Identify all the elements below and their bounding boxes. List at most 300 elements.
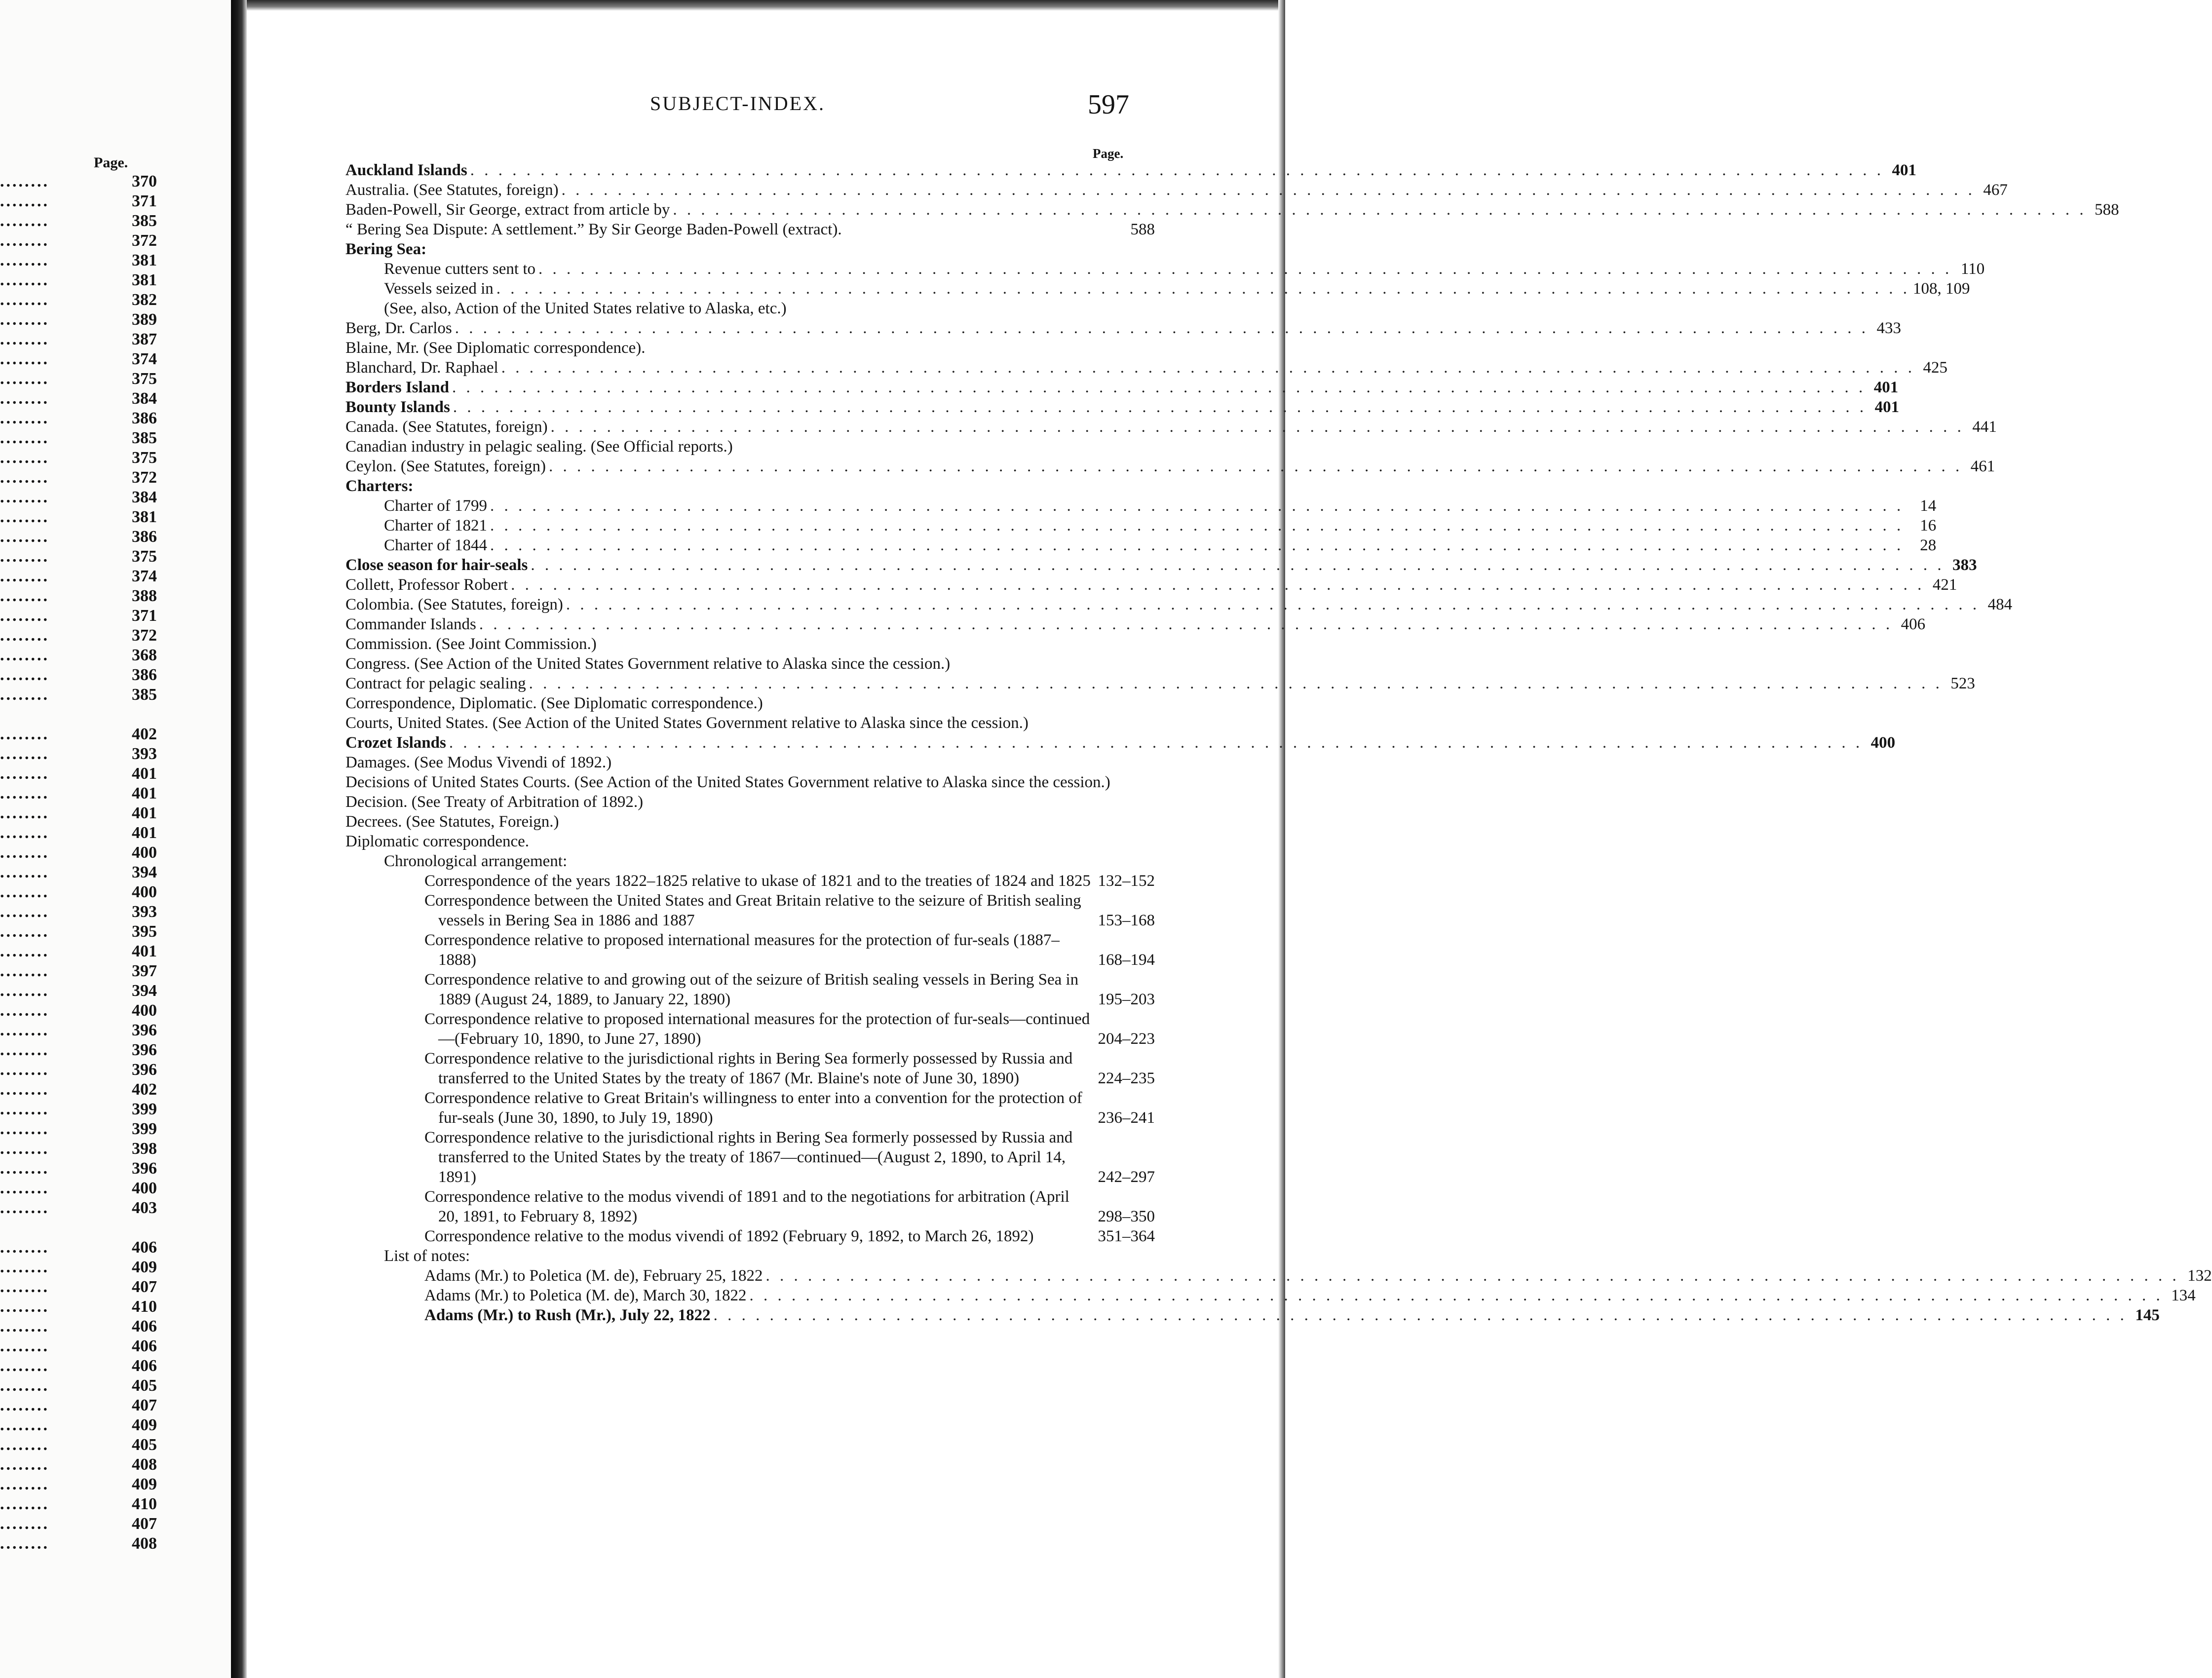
entry-text: Congress. (See Action of the United States Government relative to Alaska since the cession.) — [345, 655, 951, 673]
leader-dots: ........ — [0, 468, 49, 487]
left-page-ref: 387 — [132, 330, 157, 348]
running-head: SUBJECT-INDEX. — [650, 92, 825, 114]
leader-dots: ........ — [0, 547, 49, 566]
entry-page-ref: 400 — [1870, 734, 1896, 752]
leader-dots: . . . . . . . . . . . . . . . . . . . . . . . . . . . . . . . . . . . . . . . . . . . . . . . . . . . . . . . . . . . . . . . . . . . . . . . . . . . . . . . . . . . . . . . . . . . . . . . . . . . . . — [490, 517, 1904, 534]
leader-dots: ........ — [0, 1475, 49, 1493]
left-index-row — [0, 310, 168, 330]
leader-dots: . . . . . . . . . . . . . . . . . . . . . . . . . . . . . . . . . . . . . . . . . . . . . . . . . . . . . . . . . . . . . . . . . . . . . . . . . . . . . . . . . . . . . . . . . . . . . . . . . . . . . — [765, 1267, 2179, 1285]
entry-page-ref: 153–168 — [1098, 912, 1155, 929]
leader-dots: ........ — [0, 1337, 49, 1355]
left-page-ref: 393 — [132, 903, 157, 921]
index-entry — [345, 1187, 1155, 1226]
index-entry — [345, 772, 1155, 792]
entry-page-ref: 204–223 — [1098, 1030, 1155, 1048]
index-entry — [345, 792, 1155, 812]
index-entry — [345, 812, 1155, 832]
left-page-ref: 386 — [132, 666, 157, 684]
left-page-ref: 371 — [132, 607, 157, 625]
left-index-row — [0, 1514, 168, 1534]
left-page-ref: 375 — [132, 370, 157, 388]
book-gutter — [231, 0, 247, 1678]
index-entry — [345, 654, 1155, 674]
left-page-ref: 382 — [132, 291, 157, 309]
leader-dots: ........ — [0, 1396, 49, 1414]
leader-dots: ........ — [0, 271, 49, 289]
entry-page-ref: 421 — [1932, 576, 1957, 594]
left-page-ref: 409 — [132, 1416, 157, 1434]
left-page-ref: 394 — [132, 982, 157, 1000]
entry-text: Baden-Powell, Sir George, extract from article by — [345, 201, 670, 219]
leader-dots: ........ — [0, 666, 49, 684]
entry-text: Correspondence relative to and growing out of the seizure of British sealing vessels in Bering Sea in 1889 (August 24, 1889, to January 22, 1890) — [424, 971, 1079, 1008]
entry-text: Correspondence relative to the modus vivendi of 1891 and to the negotiations for arbitration (April 20, 1891, to February 8, 1892) — [424, 1188, 1069, 1225]
left-page-ref: 409 — [132, 1258, 157, 1276]
leader-dots: ........ — [0, 824, 49, 842]
left-page-ref: 400 — [132, 843, 157, 862]
leader-dots: . . . . . . . . . . . . . . . . . . . . . . . . . . . . . . . . . . . . . . . . . . . . . . . . . . . . . . . . . . . . . . . . . . . . . . . . . . . . . . . . . . . . . . . . . . . . . . . . . . . . . — [490, 497, 1904, 515]
page-top-edge — [247, 0, 1285, 11]
left-index-row — [0, 448, 168, 468]
left-index-row — [0, 1376, 168, 1396]
left-page-ref: 396 — [132, 1021, 157, 1039]
entry-text: Close season for hair-seals — [345, 556, 528, 574]
entry-page-ref: 145 — [2135, 1306, 2160, 1324]
leader-dots: . . . . . . . . . . . . . . . . . . . . . . . . . . . . . . . . . . . . . . . . . . . . . . . . . . . . . . . . . . . . . . . . . . . . . . . . . . . . . . . . . . . . . . . . . . . . . . . . . . . . . — [531, 556, 1945, 574]
left-index-row — [0, 211, 168, 231]
index-entry — [345, 634, 1155, 654]
entry-text: Correspondence of the years 1822–1825 relative to ukase of 1821 and to the treaties of 1824 and 1825 — [424, 872, 1091, 890]
leader-dots: ........ — [0, 1199, 49, 1217]
index-entry — [345, 496, 1937, 516]
page-column-heading: Page. — [1093, 146, 1124, 161]
leader-dots: . . . . . . . . . . . . . . . . . . . . . . . . . . . . . . . . . . . . . . . . . . . . . . . . . . . . . . . . . . . . . . . . . . . . . . . . . . . . . . . . . . . . . . . . . . . . . . . . . . . . . — [479, 615, 1893, 633]
left-index-row — [0, 1080, 168, 1100]
left-index-row — [0, 1001, 168, 1021]
entry-page-ref: 467 — [1983, 181, 2008, 199]
leader-dots: . . . . . . . . . . . . . . . . . . . . . . . . . . . . . . . . . . . . . . . . . . . . . . . . . . . . . . . . . . . . . . . . . . . . . . . . . . . . . . . . . . . . . . . . . . . . . . . . . . . . . — [550, 418, 1964, 436]
leader-dots: ........ — [0, 725, 49, 743]
left-index-row — [0, 764, 168, 784]
left-page-ref: 397 — [132, 962, 157, 980]
index-entry — [345, 733, 1896, 753]
leader-dots: ........ — [0, 843, 49, 862]
left-index-row — [0, 1119, 168, 1139]
left-page-ref: 384 — [132, 488, 157, 506]
entry-page-ref: 132–152 — [1098, 872, 1155, 890]
index-entry — [345, 575, 1957, 595]
entry-page-ref: 401 — [1874, 398, 1900, 416]
entry-page-ref: 134 — [2171, 1287, 2196, 1304]
leader-dots: . . . . . . . . . . . . . . . . . . . . . . . . . . . . . . . . . . . . . . . . . . . . . . . . . . . . . . . . . . . . . . . . . . . . . . . . . . . . . . . . . . . . . . . . . . . . . . . . . . . . . — [673, 201, 2087, 219]
left-index-row — [0, 843, 168, 863]
index-entry — [345, 595, 2013, 614]
left-page-ref: 407 — [132, 1515, 157, 1533]
right-page — [247, 0, 2212, 1678]
index-entry — [345, 832, 1155, 851]
left-index-row — [0, 389, 168, 409]
leader-dots: ........ — [0, 310, 49, 329]
entry-page-ref: 351–364 — [1098, 1227, 1155, 1245]
entry-page-ref: 588 — [1130, 221, 1155, 238]
leader-dots: ........ — [0, 646, 49, 664]
entry-text: Adams (Mr.) to Poletica (M. de), February 25, 1822 — [424, 1267, 763, 1285]
left-page-ref: 384 — [132, 389, 157, 408]
entry-text: Contract for pelagic sealing — [345, 675, 526, 692]
entry-text: Borders Island — [345, 379, 449, 396]
entry-text: Vessels seized in — [384, 280, 494, 298]
left-page-ref: 408 — [132, 1534, 157, 1553]
index-entry — [345, 358, 1947, 378]
left-index-row — [0, 725, 168, 744]
index-entry — [345, 318, 1901, 338]
index-entry — [345, 259, 1985, 279]
leader-dots: ........ — [0, 1436, 49, 1454]
leader-dots: ........ — [0, 488, 49, 506]
index-entry — [345, 516, 1937, 535]
left-page-ref: 389 — [132, 310, 157, 329]
left-index-row — [0, 1475, 168, 1494]
entry-text: Auckland Islands — [345, 161, 467, 179]
left-index-row — [0, 744, 168, 764]
entry-page-ref: 236–241 — [1098, 1109, 1155, 1127]
left-index-row — [0, 685, 168, 705]
left-index-row — [0, 349, 168, 369]
entry-text: Collett, Professor Robert — [345, 576, 508, 594]
index-entry — [345, 930, 1155, 970]
leader-dots: ........ — [0, 1297, 49, 1316]
left-index-row — [0, 527, 168, 547]
left-page-ref: 388 — [132, 587, 157, 605]
leader-dots: ........ — [0, 1061, 49, 1079]
leader-dots: ........ — [0, 1258, 49, 1276]
entry-page-ref: 588 — [2095, 201, 2119, 219]
entry-text: Crozet Islands — [345, 734, 446, 752]
leader-dots: . . . . . . . . . . . . . . . . . . . . . . . . . . . . . . . . . . . . . . . . . . . . . . . . . . . . . . . . . . . . . . . . . . . . . . . . . . . . . . . . . . . . . . . . . . . . . . . . . . . . . — [566, 596, 1980, 613]
left-page-ref: 401 — [132, 784, 157, 802]
left-page-ref: 406 — [132, 1357, 157, 1375]
left-page-ref: 372 — [132, 626, 157, 645]
left-page-ref: 381 — [132, 251, 157, 269]
leader-dots: ........ — [0, 389, 49, 408]
left-page-ref: 394 — [132, 863, 157, 881]
entry-text: Charter of 1821 — [384, 517, 487, 534]
leader-dots: ........ — [0, 1001, 49, 1020]
entry-text: Correspondence relative to proposed international measures for the protection of fur-seals (1887–1888) — [424, 931, 1060, 969]
index-entry — [345, 970, 1155, 1009]
left-page-ref: 400 — [132, 1179, 157, 1197]
leader-dots: ........ — [0, 1080, 49, 1099]
left-page-ref: 375 — [132, 449, 157, 467]
leader-dots: . . . . . . . . . . . . . . . . . . . . . . . . . . . . . . . . . . . . . . . . . . . . . . . . . . . . . . . . . . . . . . . . . . . . . . . . . . . . . . . . . . . . . . . . . . . . . . . . . . . . . — [511, 576, 1925, 594]
left-index-row — [0, 1317, 168, 1336]
entry-text: Canada. (See Statutes, foreign) — [345, 418, 548, 436]
index-entry — [345, 220, 1155, 239]
entry-text: Revenue cutters sent to — [384, 260, 535, 278]
index-entry — [345, 1128, 1155, 1187]
leader-dots: . . . . . . . . . . . . . . . . . . . . . . . . . . . . . . . . . . . . . . . . . . . . . . . . . . . . . . . . . . . . . . . . . . . . . . . . . . . . . . . . . . . . . . . . . . . . . . . . . . . . . — [496, 280, 1910, 298]
left-index-row — [0, 1040, 168, 1060]
leader-dots: ........ — [0, 745, 49, 763]
leader-dots: ........ — [0, 449, 49, 467]
left-page-ref: 407 — [132, 1396, 157, 1414]
left-page-ref: 406 — [132, 1337, 157, 1355]
left-index-row — [0, 290, 168, 310]
index-entry — [345, 1088, 1155, 1128]
entry-text: Berg, Dr. Carlos — [345, 319, 452, 337]
leader-dots: ........ — [0, 1238, 49, 1257]
leader-dots: ........ — [0, 863, 49, 881]
left-page-ref: 374 — [132, 567, 157, 585]
leader-dots: ........ — [0, 1455, 49, 1474]
entry-text: Blaine, Mr. (See Diplomatic correspondence). — [345, 339, 646, 357]
leader-dots: ........ — [0, 942, 49, 960]
left-index-row — [0, 586, 168, 606]
left-page-ref: 406 — [132, 1317, 157, 1335]
index-entry — [345, 535, 1937, 555]
left-index-row — [0, 922, 168, 942]
leader-dots: . . . . . . . . . . . . . . . . . . . . . . . . . . . . . . . . . . . . . . . . . . . . . . . . . . . . . . . . . . . . . . . . . . . . . . . . . . . . . . . . . . . . . . . . . . . . . . . . . . . . . — [561, 181, 1975, 199]
left-page-ref: 400 — [132, 883, 157, 901]
entry-text: Correspondence, Diplomatic. (See Diplomatic correspondence.) — [345, 694, 763, 712]
left-index-row — [0, 231, 168, 251]
left-page-ref: 372 — [132, 231, 157, 250]
index-entry — [345, 891, 1155, 930]
left-page-column-heading: Page. — [94, 154, 128, 171]
leader-dots: ........ — [0, 804, 49, 822]
left-index-row — [0, 1455, 168, 1475]
left-page-ref: 409 — [132, 1475, 157, 1493]
leader-dots: ........ — [0, 1376, 49, 1395]
entry-text: Chronological arrangement: — [384, 852, 568, 870]
entry-text: List of notes: — [384, 1247, 470, 1265]
left-page-ref: 385 — [132, 686, 157, 704]
left-page-ref: 374 — [132, 350, 157, 368]
left-index-row — [0, 646, 168, 665]
left-index-row — [0, 369, 168, 389]
leader-dots: ........ — [0, 982, 49, 1000]
leader-dots: . . . . . . . . . . . . . . . . . . . . . . . . . . . . . . . . . . . . . . . . . . . . . . . . . . . . . . . . . . . . . . . . . . . . . . . . . . . . . . . . . . . . . . . . . . . . . . . . . . . . . — [490, 536, 1904, 554]
leader-dots: ........ — [0, 172, 49, 191]
left-index-row — [0, 1297, 168, 1317]
entry-text: Correspondence relative to the modus vivendi of 1892 (February 9, 1892, to March 26, 1892) — [424, 1227, 1034, 1245]
leader-dots: ........ — [0, 1534, 49, 1553]
leader-dots: ........ — [0, 370, 49, 388]
left-index-row — [0, 823, 168, 843]
left-index-row — [0, 468, 168, 488]
leader-dots: ........ — [0, 1120, 49, 1138]
left-page-ref: 402 — [132, 1080, 157, 1099]
leader-dots: ........ — [0, 350, 49, 368]
left-page-ref: 396 — [132, 1159, 157, 1178]
left-index-row — [0, 606, 168, 626]
entry-page-ref: 224–235 — [1098, 1069, 1155, 1087]
leader-dots: ........ — [0, 1495, 49, 1513]
entry-text: Correspondence relative to the jurisdictional rights in Bering Sea formerly possessed by Russia and transferred to the United States by the treaty of 1867 (Mr. Blaine's note of June 30, 1890) — [424, 1050, 1073, 1087]
entry-page-ref: 441 — [1972, 418, 1997, 436]
left-page-ref: 401 — [132, 942, 157, 960]
left-page-ref: 401 — [132, 824, 157, 842]
leader-dots: ........ — [0, 607, 49, 625]
left-page-ref: 398 — [132, 1140, 157, 1158]
leader-dots: . . . . . . . . . . . . . . . . . . . . . . . . . . . . . . . . . . . . . . . . . . . . . . . . . . . . . . . . . . . . . . . . . . . . . . . . . . . . . . . . . . . . . . . . . . . . . . . . . . . . . — [449, 734, 1863, 752]
index-entry — [345, 851, 1155, 871]
entry-text: Charter of 1844 — [384, 536, 487, 554]
index-entry — [345, 555, 1977, 575]
leader-dots: ........ — [0, 1278, 49, 1296]
entry-page-ref: 406 — [1901, 615, 1926, 633]
left-index-row — [0, 803, 168, 823]
leader-dots: ........ — [0, 1357, 49, 1375]
entry-page-ref: 425 — [1923, 359, 1947, 377]
index-entry — [345, 713, 1155, 733]
left-page-ref: 385 — [132, 429, 157, 447]
leader-dots: ........ — [0, 1317, 49, 1335]
leader-dots: ........ — [0, 1416, 49, 1434]
left-index-row — [0, 172, 168, 191]
left-page-ref: 381 — [132, 508, 157, 526]
leader-dots: ........ — [0, 764, 49, 783]
entry-text: Bering Sea: — [345, 240, 427, 258]
leader-dots: ........ — [0, 1159, 49, 1178]
left-index-row — [0, 409, 168, 428]
leader-dots: ........ — [0, 686, 49, 704]
entry-text: Ceylon. (See Statutes, foreign) — [345, 458, 546, 475]
left-page-ref: 405 — [132, 1376, 157, 1395]
leader-dots: . . . . . . . . . . . . . . . . . . . . . . . . . . . . . . . . . . . . . . . . . . . . . . . . . . . . . . . . . . . . . . . . . . . . . . . . . . . . . . . . . . . . . . . . . . . . . . . . . . . . . — [453, 398, 1867, 416]
entry-text: Courts, United States. (See Action of the United States Government relative to Alaska since the cession.) — [345, 714, 1029, 732]
index-entry — [345, 1266, 2212, 1286]
left-index-row — [0, 1218, 168, 1238]
left-index-row — [0, 270, 168, 290]
leader-dots: ........ — [0, 251, 49, 269]
entry-text: Diplomatic correspondence. — [345, 833, 530, 850]
left-index-row — [0, 191, 168, 211]
entry-text: Adams (Mr.) to Rush (Mr.), July 22, 1822 — [424, 1306, 711, 1324]
entry-text: Commander Islands — [345, 615, 476, 633]
index-entry — [345, 871, 1155, 891]
left-index-row — [0, 882, 168, 902]
index-entry — [345, 674, 1975, 693]
left-page-ref: 403 — [132, 1199, 157, 1217]
left-index-row — [0, 1238, 168, 1258]
entry-page-ref: 168–194 — [1098, 951, 1155, 969]
index-entry — [345, 614, 1926, 634]
left-page-ref: 399 — [132, 1100, 157, 1118]
left-page-ref: 401 — [132, 804, 157, 822]
left-page-ref: 402 — [132, 725, 157, 743]
left-index-row — [0, 1060, 168, 1080]
left-index-row — [0, 1336, 168, 1356]
entry-page-ref: 401 — [1873, 379, 1899, 396]
subject-index-entries — [345, 160, 2212, 1325]
entry-page-ref: 401 — [1892, 161, 1916, 179]
page-right-edge — [1278, 0, 1285, 1678]
leader-dots: ........ — [0, 330, 49, 348]
left-page-ref: 410 — [132, 1297, 157, 1316]
entry-text: Decrees. (See Statutes, Foreign.) — [345, 813, 559, 831]
entry-page-ref: 195–203 — [1098, 991, 1155, 1008]
index-entry — [345, 299, 1155, 318]
left-index-row — [0, 567, 168, 586]
left-index-row — [0, 705, 168, 725]
entry-page-ref: 484 — [1987, 596, 2013, 613]
left-index-row — [0, 1277, 168, 1297]
left-page-ref: 405 — [132, 1436, 157, 1454]
left-index-row — [0, 1534, 168, 1554]
index-entry — [345, 378, 1899, 397]
entry-text: Damages. (See Modus Vivendi of 1892.) — [345, 754, 612, 771]
left-index-row — [0, 1494, 168, 1514]
left-index-row — [0, 1435, 168, 1455]
index-entry — [345, 437, 1155, 457]
left-page-ref: 396 — [132, 1061, 157, 1079]
left-index-row — [0, 330, 168, 349]
entry-page-ref: 383 — [1952, 556, 1977, 574]
entry-page-ref: 16 — [1920, 517, 1937, 534]
left-page-ref: 381 — [132, 271, 157, 289]
leader-dots: . . . . . . . . . . . . . . . . . . . . . . . . . . . . . . . . . . . . . . . . . . . . . . . . . . . . . . . . . . . . . . . . . . . . . . . . . . . . . . . . . . . . . . . . . . . . . . . . . . . . . — [749, 1287, 2163, 1304]
leader-dots: . . . . . . . . . . . . . . . . . . . . . . . . . . . . . . . . . . . . . . . . . . . . . . . . . . . . . . . . . . . . . . . . . . . . . . . . . . . . . . . . . . . . . . . . . . . . . . . . . . . . . — [452, 379, 1866, 396]
index-entry — [345, 200, 2119, 220]
left-index-row — [0, 1179, 168, 1198]
left-index-row — [0, 665, 168, 685]
left-page-ref: 385 — [132, 212, 157, 230]
left-page-ref: 370 — [132, 172, 157, 191]
entry-text: Charters: — [345, 477, 414, 495]
left-page-ref: 386 — [132, 528, 157, 546]
left-index-row — [0, 942, 168, 961]
left-page-ref: 393 — [132, 745, 157, 763]
entry-text: Decision. (See Treaty of Arbitration of 1892.) — [345, 793, 644, 811]
entry-page-ref: 28 — [1920, 536, 1937, 554]
leader-dots: ........ — [0, 1179, 49, 1197]
left-index-row — [0, 428, 168, 448]
entry-page-ref: 461 — [1970, 458, 1995, 475]
entry-text: Canadian industry in pelagic sealing. (See Official reports.) — [345, 438, 733, 456]
entry-page-ref: 108, 109 — [1913, 280, 1970, 298]
left-index-row — [0, 547, 168, 567]
left-index-row — [0, 1139, 168, 1159]
left-index-row — [0, 1258, 168, 1277]
leader-dots: ........ — [0, 922, 49, 941]
index-entry — [345, 753, 1155, 772]
left-index-row — [0, 626, 168, 646]
left-index-row — [0, 1415, 168, 1435]
left-page-ref: 375 — [132, 547, 157, 566]
leader-dots: ........ — [0, 1041, 49, 1059]
leader-dots: ........ — [0, 903, 49, 921]
entry-page-ref: 242–297 — [1098, 1168, 1155, 1186]
entry-text: Correspondence relative to the jurisdictional rights in Bering Sea formerly possessed by Russia and transferred to the United States by the treaty of 1867—continued—(August 2, 1890, to April 14, 1891) — [424, 1129, 1073, 1186]
entry-page-ref: 110 — [1960, 260, 1985, 278]
leader-dots: ........ — [0, 587, 49, 605]
left-page-ref: 372 — [132, 468, 157, 487]
leader-dots: ........ — [0, 1140, 49, 1158]
entry-text: Correspondence between the United States and Great Britain relative to the seizure of British sealing vessels in Bering Sea in 1886 and 1887 — [424, 892, 1081, 929]
leader-dots: ........ — [0, 508, 49, 526]
index-entry — [345, 1009, 1155, 1049]
leader-dots: ........ — [0, 192, 49, 210]
leader-dots: ........ — [0, 212, 49, 230]
leader-dots: . . . . . . . . . . . . . . . . . . . . . . . . . . . . . . . . . . . . . . . . . . . . . . . . . . . . . . . . . . . . . . . . . . . . . . . . . . . . . . . . . . . . . . . . . . . . . . . . . . . . . — [501, 359, 1915, 377]
index-entry — [345, 1246, 1155, 1266]
left-page-ref: 396 — [132, 1041, 157, 1059]
entry-page-ref: 433 — [1876, 319, 1901, 337]
leader-dots: . . . . . . . . . . . . . . . . . . . . . . . . . . . . . . . . . . . . . . . . . . . . . . . . . . . . . . . . . . . . . . . . . . . . . . . . . . . . . . . . . . . . . . . . . . . . . . . . . . . . . — [455, 319, 1869, 337]
left-index-row — [0, 863, 168, 882]
left-index-row — [0, 961, 168, 981]
